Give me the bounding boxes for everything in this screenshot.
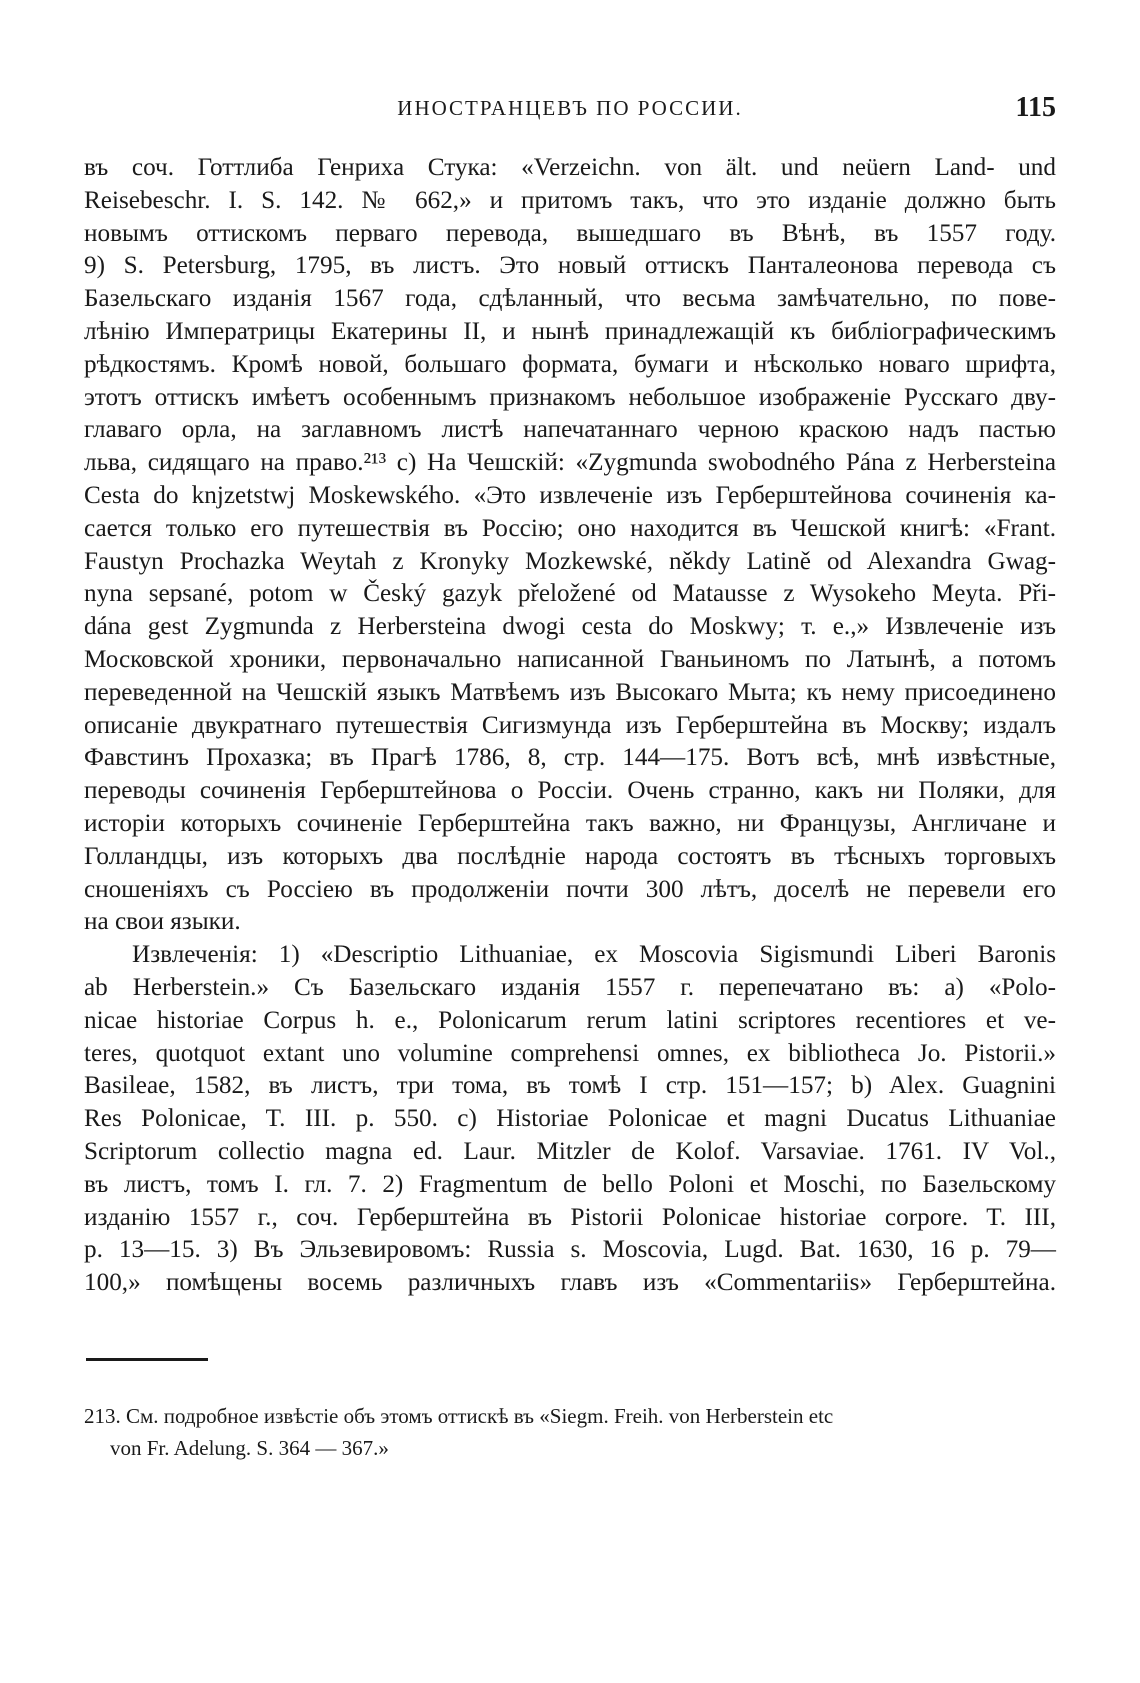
text-line: исторіи которыхъ сочиненіе Герберштейна такъ важно, ни Французы, Англичане и	[84, 809, 1056, 837]
text-line: лѣнію Императрицы Екатерины II, и нынѣ принадлежащій къ библіографическимъ	[84, 317, 1056, 345]
body-text	[84, 152, 1056, 1300]
text-line: dána gest Zygmunda z Herbersteina dwogi cesta do Moskwy; т. е.,» Извлеченіе изъ	[84, 613, 1056, 641]
text-line: 100,» помѣщены восемь различныхъ главъ изъ «Commentariis» Герберштейна.	[84, 1269, 1056, 1297]
running-head: ИНОСТРАНЦЕВЪ ПО РОССИИ.	[397, 96, 743, 120]
text-line: сается только его путешествія въ Россію; оно находится въ Чешской книгѣ: «Frant.	[84, 514, 1056, 542]
text-line: Извлеченія: 1) «Descriptio Lithuaniae, ex Moscovia Sigismundi Liberi Baronis	[132, 941, 1056, 969]
text-line: 9) S. Petersburg, 1795, въ листъ. Это новый оттискъ Панталеонова перевода съ	[84, 252, 1056, 280]
text-line: рѣдкостямъ. Кромѣ новой, большаго формата, бумаги и нѣсколько новаго шрифта,	[84, 350, 1056, 378]
footnote-line: von Fr. Adelung. S. 364 — 367.»	[110, 1436, 389, 1460]
text-line: Московской хроники, первоначально написанной Гваньиномъ по Латынѣ, а потомъ	[84, 645, 1056, 673]
text-line: Базельскаго изданія 1567 года, сдѣланный, что весьма замѣчательно, по пове-	[84, 285, 1056, 313]
text-line: teres, quotquot extant uno volumine comprehensi omnes, ex bibliotheca Jo. Pistorii.»	[84, 1039, 1056, 1067]
footnote-line: 213. См. подробное извѣстіе объ этомъ оттискѣ въ «Siegm. Freih. von Herberstein etc	[84, 1404, 834, 1428]
page-number: 115	[1015, 92, 1056, 123]
text-line: Faustyn Prochazka Weytah z Kronyky Mozkewské, někdy Latině od Alexandra Gwag-	[84, 547, 1056, 575]
text-line: на свои языки.	[84, 908, 241, 936]
text-line: nyna sepsané, potom w Český gazyk přeložené od Matausse z Wysokeho Meyta. Při-	[84, 580, 1056, 608]
text-line: главаго орла, на заглавномъ листѣ напечатаннаго черною краскою надъ пастью	[84, 416, 1056, 444]
text-line: переведенной на Чешскій языкъ Матвѣемъ изъ Высокаго Мыта; къ нему присоединено	[84, 678, 1056, 706]
text-line: Res Polonicae, T. III. p. 550. c) Historiae Polonicae et magni Ducatus Lithuaniae	[84, 1105, 1056, 1133]
footnotes	[84, 1400, 1044, 1464]
text-line: сношеніяхъ съ Россіею въ продолженіи почти 300 лѣтъ, доселѣ не перевели его	[84, 875, 1056, 903]
page-header	[84, 92, 1056, 132]
text-line: Basileae, 1582, въ листъ, три тома, въ томѣ I стр. 151—157; b) Alex. Guagnini	[84, 1072, 1056, 1100]
text-line: Cesta do knjzetstwj Moskewského. «Это извлеченіе изъ Герберштейнова сочиненія ка-	[84, 481, 1056, 509]
text-line: переводы сочиненія Герберштейнова о Россіи. Очень странно, какъ ни Поляки, для	[84, 777, 1056, 805]
text-line: льва, сидящаго на право.²¹³ c) На Чешскій: «Zygmunda swobodného Pána z Herbersteina	[84, 449, 1056, 477]
text-line: Фавстинъ Прохазка; въ Прагѣ 1786, 8, стр. 144—175. Вотъ всѣ, мнѣ извѣстные,	[84, 744, 1056, 772]
text-line: Scriptorum collectio magna ed. Laur. Mitzler de Kolof. Varsaviae. 1761. IV Vol.,	[84, 1137, 1056, 1165]
text-line: описаніе двукратнаго путешествія Сигизмунда изъ Герберштейна въ Москву; издалъ	[84, 711, 1056, 739]
text-line: въ соч. Готтлиба Генриха Стука: «Verzeichn. von ält. und neüern Land- und	[84, 154, 1056, 181]
text-line: Reisebeschr. I. S. 142. № 662,» и притомъ такъ, что это изданіе должно быть	[84, 186, 1056, 214]
text-line: изданію 1557 г., соч. Герберштейна въ Pistorii Polonicae historiae corpore. T. III,	[84, 1203, 1056, 1231]
text-line: Голландцы, изъ которыхъ два послѣдніе народа состоятъ въ тѣсныхъ торговыхъ	[84, 842, 1056, 870]
text-line: p. 13—15. 3) Въ Эльзевировомъ: Russia s. Moscovia, Lugd. Bat. 1630, 16 p. 79—	[84, 1236, 1056, 1264]
footnote-divider	[86, 1358, 208, 1361]
text-line: новымъ оттискомъ перваго перевода, вышедшаго въ Вѣнѣ, въ 1557 году.	[84, 219, 1056, 247]
text-line: ab Herberstein.» Съ Базельскаго изданія 1557 г. перепечатано въ: a) «Polo-	[84, 973, 1056, 1001]
text-line: этотъ оттискъ имѣетъ особеннымъ признакомъ небольшое изображеніе Русскаго дву-	[84, 383, 1056, 411]
text-line: nicae historiae Corpus h. e., Polonicarum rerum latini scriptores recentiores et ve-	[84, 1006, 1056, 1034]
text-line: въ листъ, томъ I. гл. 7. 2) Fragmentum de bello Poloni et Moschi, по Базельскому	[84, 1170, 1056, 1198]
